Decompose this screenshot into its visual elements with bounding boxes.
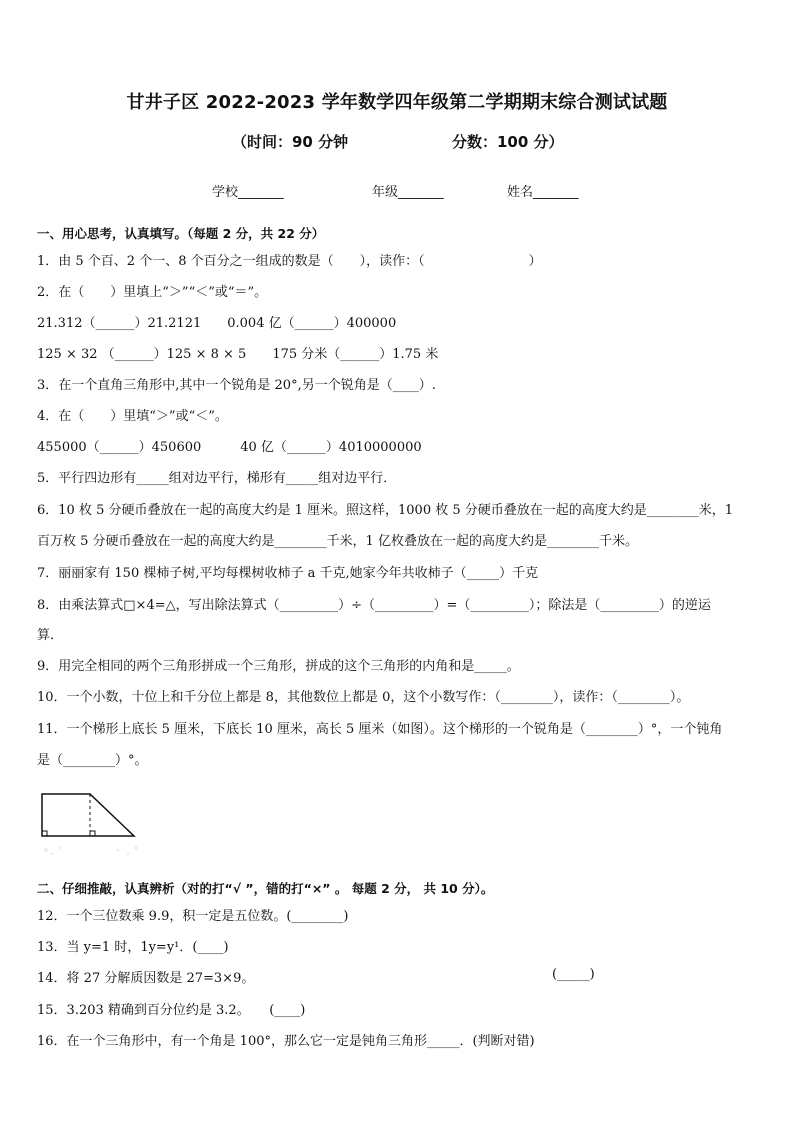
- question-13: 13．当 y=1 时，1y=y¹．(____): [37, 940, 229, 955]
- question-4: 4．在（ ）里填“＞”或“＜”。: [37, 409, 228, 424]
- scan-noise: [44, 846, 138, 855]
- name-field: 姓名_______: [507, 185, 579, 200]
- question-11: 11．一个梯形上底长 5 厘米，下底长 10 厘米，高长 5 厘米（如图）。这个梯形的一个锐角是（________）°，一个钝角: [37, 722, 723, 737]
- question-12: 12．一个三位数乘 9.9，积一定是五位数。(________): [37, 909, 349, 924]
- question-6: 6．10 枚 5 分硬币叠放在一起的高度大约是 1 厘米。照这样，1000 枚 5 分硬币叠放在一起的高度大约是________米，1: [37, 503, 734, 518]
- question-1: 1．由 5 个百、2 个一、8 个百分之一组成的数是（ ），读作：（ ）: [37, 254, 542, 269]
- exam-score: 分数：100 分）: [452, 133, 564, 151]
- question-3: 3．在一个直角三角形中,其中一个锐角是 20°,另一个锐角是（____）.: [37, 378, 436, 393]
- question-16: 16．在一个三角形中，有一个角是 100°，那么它一定是钝角三角形_____．(判断对错): [37, 1034, 535, 1049]
- question-6-cont: 百万枚 5 分硬币叠放在一起的高度大约是________千米，1 亿枚叠放在一起的高度大约是________千米。: [37, 534, 638, 549]
- exam-time: （时间：90 分钟: [232, 133, 349, 151]
- question-7: 7．丽丽家有 150 棵柿子树,平均每棵树收柿子 a 千克,她家今年共收柿子（_____）千克: [37, 566, 539, 581]
- question-2-row-1: 21.312（______）21.2121 0.004 亿（______）400000: [37, 316, 397, 331]
- section1-heading: 一、用心思考，认真填写。（每题 2 分，共 22 分）: [37, 226, 325, 241]
- question-9: 9．用完全相同的两个三角形拼成一个三角形，拼成的这个三角形的内角和是_____。: [37, 659, 520, 674]
- question-5: 5．平行四边形有_____组对边平行，梯形有_____组对边平行．: [37, 471, 397, 486]
- trapezoid-shape: [42, 794, 134, 836]
- question-2-row-2: 125 × 32 （______）125 × 8 × 5 175 分米（______）1.75 米: [37, 347, 439, 362]
- school-field: 学校_______: [212, 185, 284, 200]
- question-14-blank: (_____): [552, 967, 595, 982]
- question-10: 10．一个小数，十位上和千分位上都是 8，其他数位上都是 0，这个小数写作：（________），读作：（________）。: [37, 690, 690, 705]
- exam-title: 甘井子区 2022-2023 学年数学四年级第二学期期末综合测试试题: [126, 92, 668, 113]
- question-11-cont: 是（________）°。: [37, 753, 148, 768]
- trapezoid-figure: [38, 788, 148, 858]
- question-8: 8．由乘法算式□×4=△，写出除法算式（_________）÷（_________）=（_________）；除法是（_________）的逆运: [37, 598, 711, 613]
- question-15: 15．3.203 精确到百分位约是 3.2。 (____): [37, 1003, 306, 1018]
- question-4-row: 455000（______）450600 40 亿（______）4010000000: [37, 440, 422, 455]
- grade-field: 年级_______: [372, 185, 444, 200]
- question-8-cont: 算．: [37, 628, 64, 643]
- question-2: 2．在（ ）里填上“＞”“＜”或“＝”。: [37, 285, 268, 300]
- section2-heading: 二、仔细推敲，认真辨析（对的打“√ ”，错的打“×” 。 每题 2 分， 共 10 分）。: [37, 881, 494, 896]
- question-14: 14．将 27 分解质因数是 27=3×9。: [37, 971, 255, 986]
